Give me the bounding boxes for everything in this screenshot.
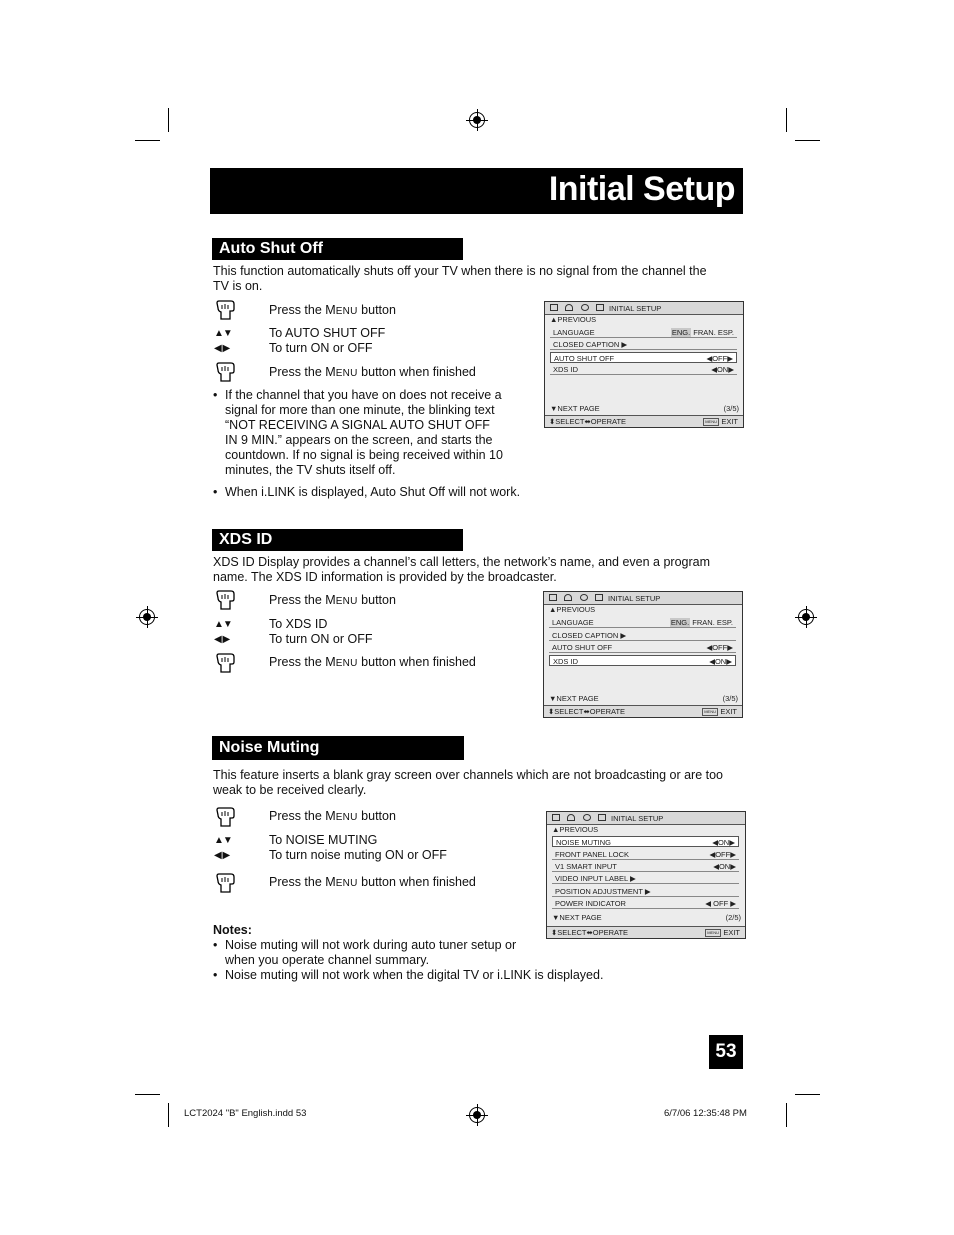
clock-icon: [580, 594, 588, 601]
xds-id-intro: [213, 555, 733, 585]
crop-mark: [168, 108, 169, 132]
tv-icon: [552, 814, 560, 821]
step-press-menu-finished: Press the MENU button when finished: [269, 655, 476, 669]
step-toggle: To turn ON or OFF: [269, 632, 373, 646]
page-title-bar: [210, 168, 743, 214]
up-down-arrows-icon: ▲▼: [214, 328, 232, 339]
crop-mark: [135, 1094, 160, 1095]
page-number: 53: [709, 1035, 743, 1069]
up-down-arrows-icon: ▲▼: [214, 619, 232, 630]
intro-line: This function automatically shuts off your TV when there is no signal from the channel the: [213, 264, 707, 278]
remote-hand-icon: [214, 652, 236, 674]
step-press-menu: Press the MENU button: [269, 303, 396, 317]
registration-mark-icon: [469, 1107, 485, 1123]
step-press-menu: Press the MENU button: [269, 593, 396, 607]
step-press-menu-finished: Press the MENU button when finished: [269, 875, 476, 889]
step-select: To XDS ID: [269, 617, 328, 631]
lock-icon: [598, 814, 606, 821]
registration-mark-icon: [798, 609, 814, 625]
notes-label: Notes:: [213, 923, 252, 937]
osd-menu-screenshot: INITIAL SETUP ▲PREVIOUS LANGUAGE ENG. FRAN. ESP. CLOSED CAPTION ▶ AUTO SHUT OFF ◀OFF▶ XDS ID ◀ON▶ ▼NEXT PAGE (3/5) ⬍SELECT⬌OPERATE MENU EXIT: [544, 301, 744, 428]
footer-filename: LCT2024 "B" English.indd 53: [184, 1108, 307, 1119]
clock-icon: [581, 304, 589, 311]
noise-muting-intro: [213, 768, 733, 798]
step-toggle: To turn noise muting ON or OFF: [269, 848, 447, 862]
left-right-arrows-icon: ◀ ▶: [214, 850, 230, 861]
intro-line: name. The XDS ID information is provided by the broadcaster.: [213, 570, 557, 584]
step-press-menu: Press the MENU button: [269, 809, 396, 823]
intro-line: XDS ID Display provides a channel’s call letters, the network’s name, and even a program: [213, 555, 711, 569]
audio-icon: [567, 814, 575, 821]
remote-hand-icon: [214, 361, 236, 383]
left-right-arrows-icon: ◀ ▶: [214, 634, 230, 645]
clock-icon: [583, 814, 591, 821]
tv-icon: [549, 594, 557, 601]
step-press-menu-finished: Press the MENU button when finished: [269, 365, 476, 379]
crop-mark: [135, 140, 160, 141]
remote-hand-icon: [214, 872, 236, 894]
osd-menu-screenshot: INITIAL SETUP ▲PREVIOUS NOISE MUTING ◀ON▶ FRONT PANEL LOCK ◀OFF▶ V1 SMART INPUT ◀ON▶ VIDEO INPUT LABEL ▶ POSITION ADJUSTMENT ▶ POWER INDICATOR ◀ OFF ▶ ▼NEXT PAGE (2/5) ⬍SELECT⬌OPERATE MENU EXIT: [546, 811, 746, 939]
auto-shut-off-intro: [213, 264, 733, 294]
section-heading-auto-shut-off: Auto Shut Off: [212, 238, 463, 260]
intro-line: TV is on.: [213, 279, 263, 293]
lock-icon: [595, 594, 603, 601]
up-down-arrows-icon: ▲▼: [214, 835, 232, 846]
intro-line: This feature inserts a blank gray screen over channels which are not broadcasting or are too: [213, 768, 723, 782]
step-select: To NOISE MUTING: [269, 833, 378, 847]
audio-icon: [564, 594, 572, 601]
osd-menu-screenshot: INITIAL SETUP ▲PREVIOUS LANGUAGE ENG. FRAN. ESP. CLOSED CAPTION ▶ AUTO SHUT OFF ◀OFF▶ XDS ID ◀ON▶ ▼NEXT PAGE (3/5) ⬍SELECT⬌OPERATE MENU EXIT: [543, 591, 743, 718]
section-heading-noise-muting: Noise Muting: [212, 736, 464, 760]
footer-timestamp: 6/7/06 12:35:48 PM: [664, 1108, 747, 1119]
left-right-arrows-icon: ◀ ▶: [214, 343, 230, 354]
crop-mark: [786, 1103, 787, 1127]
registration-mark-icon: [469, 112, 485, 128]
crop-mark: [168, 1103, 169, 1127]
crop-mark: [795, 140, 820, 141]
crop-mark: [786, 108, 787, 132]
section-heading-xds-id: XDS ID: [212, 529, 463, 551]
page-title: Initial Setup: [548, 170, 735, 208]
step-select: To AUTO SHUT OFF: [269, 326, 386, 340]
audio-icon: [565, 304, 573, 311]
intro-line: weak to be received clearly.: [213, 783, 367, 797]
tv-icon: [550, 304, 558, 311]
crop-mark: [795, 1094, 820, 1095]
remote-hand-icon: [214, 806, 236, 828]
step-toggle: To turn ON or OFF: [269, 341, 373, 355]
registration-mark-icon: [139, 609, 155, 625]
remote-hand-icon: [214, 589, 236, 611]
remote-hand-icon: [214, 299, 236, 321]
lock-icon: [596, 304, 604, 311]
